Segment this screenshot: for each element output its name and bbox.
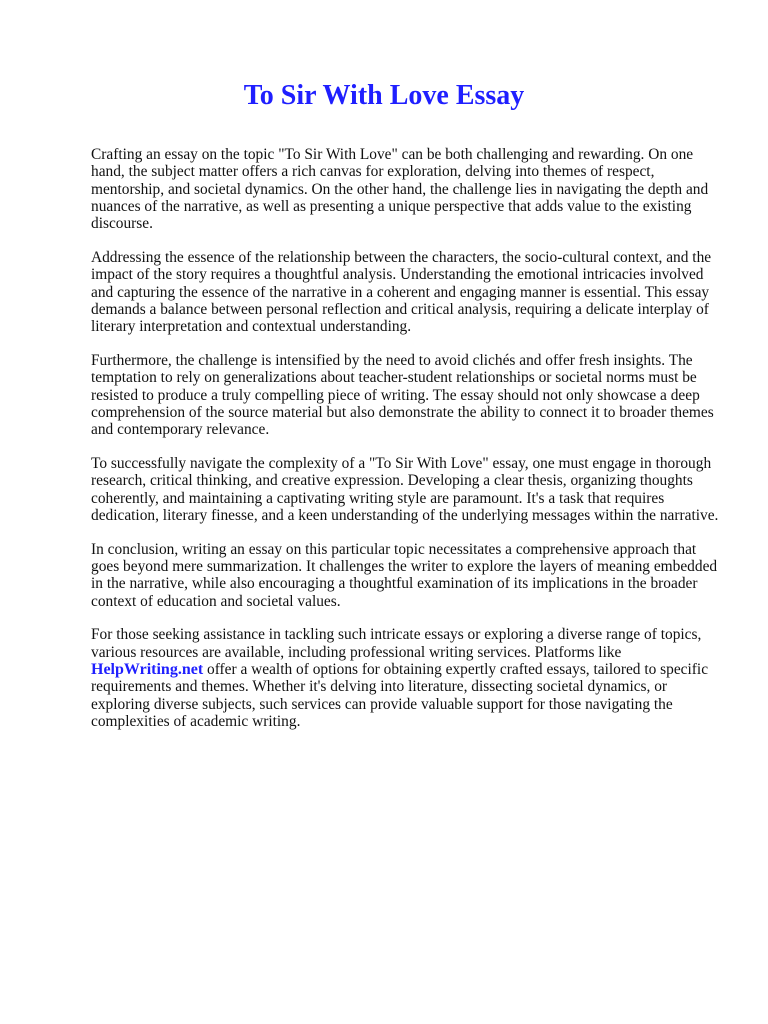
paragraph-3: Furthermore, the challenge is intensified by the need to avoid clichés and offer fresh insights. The temptation to rely on generalizations about teacher-student relationships or societal norms must be resisted to produce a truly compelling piece of writing. The essay should not only showcase a deep comprehension of the source material but also demonstrate the ability to connect it to broader themes and contemporary relevance.	[91, 351, 714, 439]
paragraph-2: Addressing the essence of the relationship between the characters, the socio-cultural context, and the impact of the story requires a thoughtful analysis. Understanding the emotional intricacies involved and capturing the essence of the narrative in a coherent and engaging manner is essential. This essay demands a balance between personal reflection and critical analysis, requiring a delicate interplay of literary interpretation and contextual understanding.	[91, 248, 712, 336]
page-title: To Sir With Love Essay	[243, 80, 525, 111]
paragraph-6-text-before-link: For those seeking assistance in tackling such intricate essays or exploring a diverse range of topics, various resources are available, including professional writing services. Platforms like	[91, 626, 702, 661]
paragraph-6	[91, 626, 721, 730]
paragraph-4: To successfully navigate the complexity of a "To Sir With Love" essay, one must engage in thorough research, critical thinking, and creative expression. Developing a clear thesis, organizing thoughts coherently, and maintaining a captivating writing style are paramount. It's a task that requires dedication, literary finesse, and a keen understanding of the underlying messages within the narrative.	[91, 454, 719, 524]
helpwriting-link[interactable]: HelpWriting.net	[91, 660, 204, 678]
essay-body	[91, 146, 721, 747]
paragraph-5: In conclusion, writing an essay on this particular topic necessitates a comprehensive approach that goes beyond mere summarization. It challenges the writer to explore the layers of meaning embedded in the narrative, while also encouraging a thoughtful examination of its implications in the broader context of education and societal values.	[91, 540, 718, 610]
paragraph-6-text-after-link: offer a wealth of options for obtaining expertly crafted essays, tailored to specific requirements and themes. Whether it's delving into literature, dissecting societal dynamics, or exploring diverse subjects, such services can provide valuable support for those navigating the complexities of academic writing.	[91, 660, 709, 730]
paragraph-1: Crafting an essay on the topic "To Sir With Love" can be both challenging and rewarding. On one hand, the subject matter offers a rich canvas for exploration, delving into themes of respect, mentorship, and societal dynamics. On the other hand, the challenge lies in navigating the depth and nuances of the narrative, as well as presenting a unique perspective that adds value to the existing discourse.	[91, 146, 709, 233]
